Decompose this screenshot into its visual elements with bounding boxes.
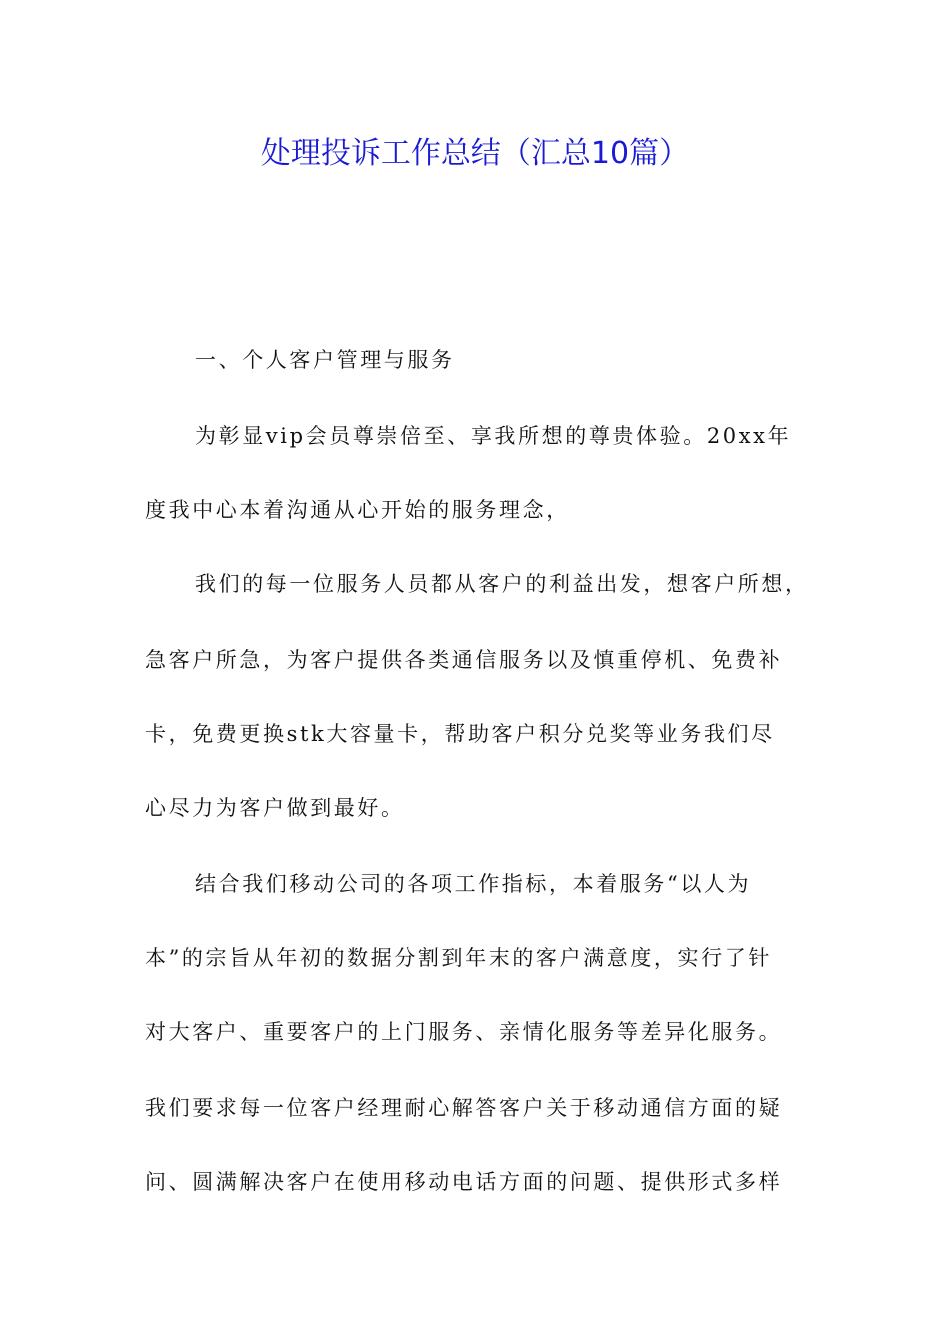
paragraph-line: 我们的每一位服务人员都从客户的利益出发，想客户所想，	[195, 572, 809, 596]
paragraph-line: 我们要求每一位客户经理耐心解答客户关于移动通信方面的疑	[145, 1096, 783, 1120]
paragraph-line: 急客户所急，为客户提供各类通信服务以及慎重停机、免费补	[145, 648, 783, 672]
section-heading: 一、个人客户管理与服务	[195, 348, 455, 372]
paragraph-line: 心尽力为客户做到最好。	[145, 796, 405, 820]
paragraph-line: 问、圆满解决客户在使用移动电话方面的问题、提供形式多样	[145, 1170, 783, 1194]
paragraph-line: 结合我们移动公司的各项工作指标，本着服务“以人为	[195, 872, 752, 896]
paragraph-line: 本”的宗旨从年初的数据分割到年末的客户满意度，实行了针	[145, 946, 772, 970]
paragraph-line: 为彰显vip会员尊崇倍至、享我所想的尊贵体验。20xx年	[195, 424, 792, 448]
paragraph-line: 对大客户、重要客户的上门服务、亲情化服务等差异化服务。	[145, 1020, 783, 1044]
paragraph-line: 度我中心本着沟通从心开始的服务理念，	[145, 498, 570, 522]
paragraph-line: 卡，免费更换stk大容量卡，帮助客户积分兑奖等业务我们尽	[145, 722, 775, 746]
document-title: 处理投诉工作总结（汇总10篇）	[260, 136, 690, 171]
